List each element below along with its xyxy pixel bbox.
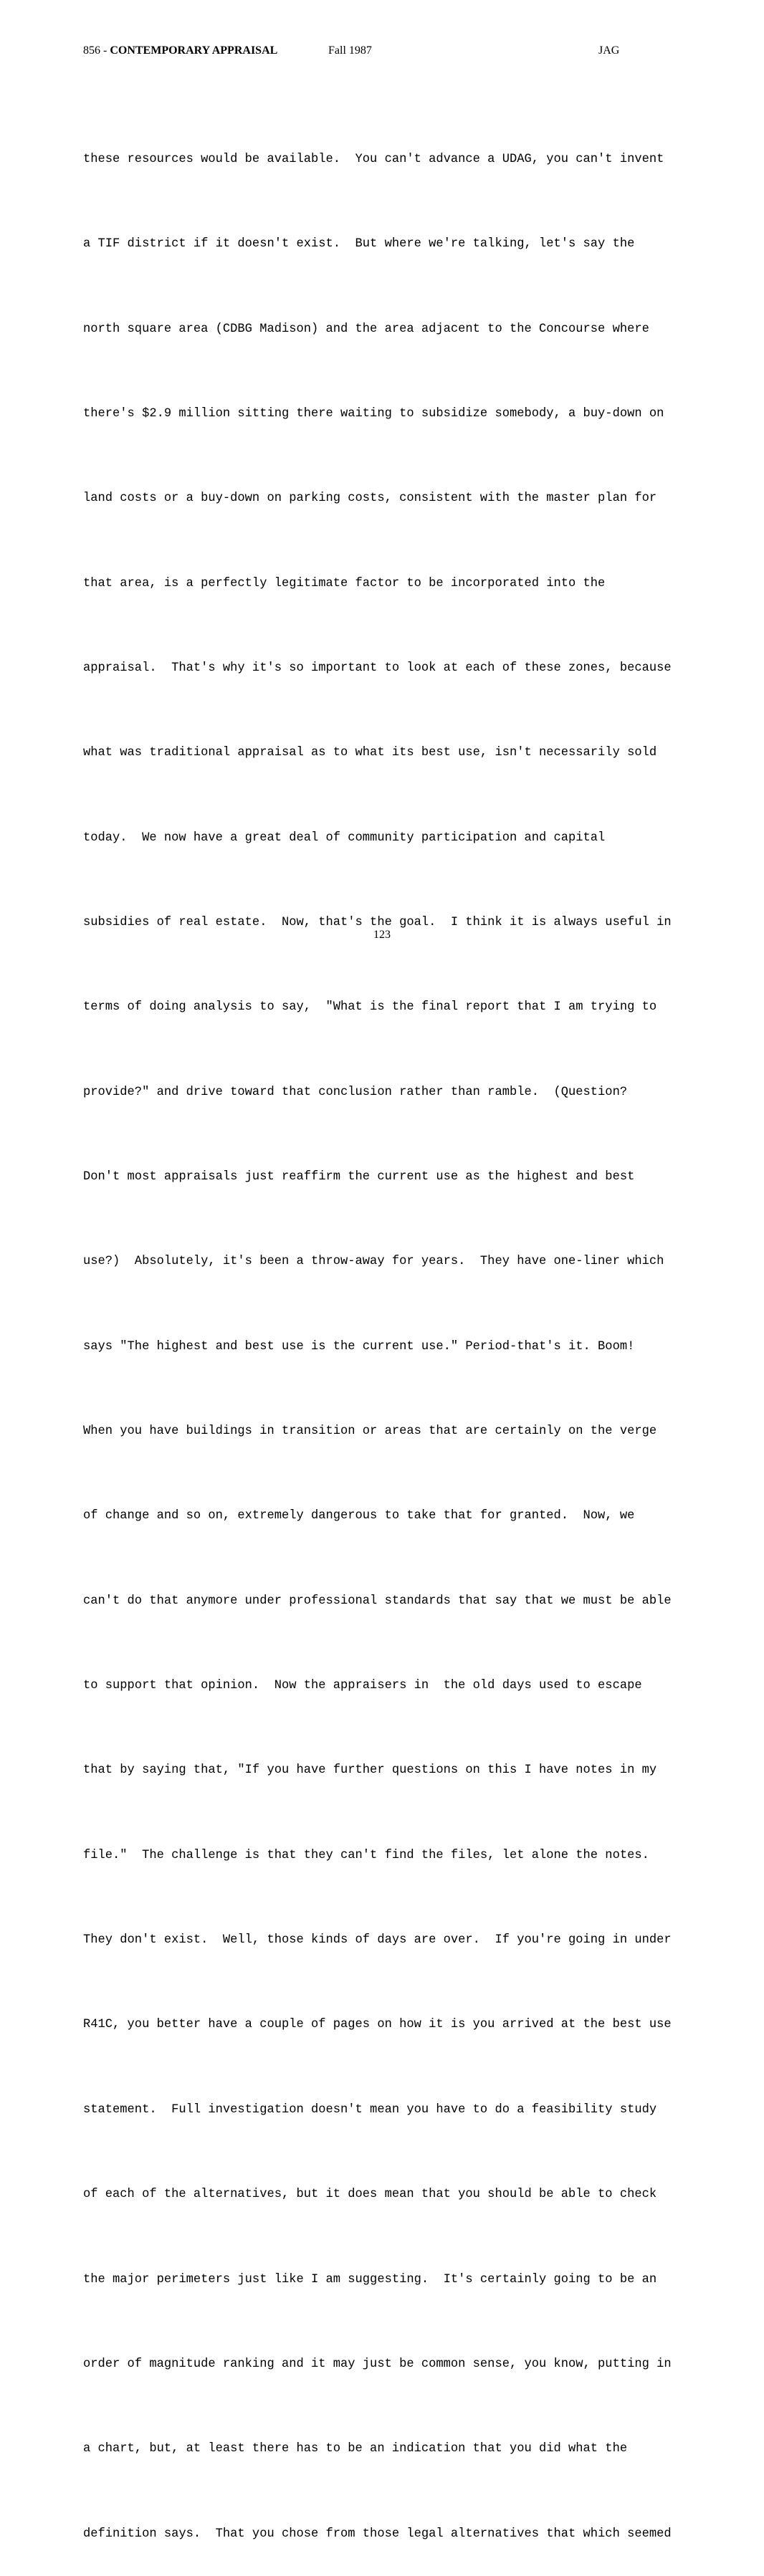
text-line: today. We now have a great deal of community participation and capital xyxy=(83,830,606,845)
course-heading xyxy=(83,44,277,57)
text-line: these resources would be available. You can't advance a UDAG, you can't invent xyxy=(83,152,664,166)
text-line: definition says. That you chose from those legal alternatives that which seemed xyxy=(83,2527,672,2541)
text-line: subsidies of real estate. Now, that's the goal. I think it is always useful in xyxy=(83,916,672,929)
text-line: Don't most appraisals just reaffirm the current use as the highest and best xyxy=(83,1170,635,1184)
text-line: of change and so on, extremely dangerous to take that for granted. Now, we xyxy=(83,1509,635,1523)
text-line: can't do that anymore under professional standards that say that we must be able xyxy=(83,1594,672,1608)
text-line: that by saying that, "If you have further questions on this I have notes in my xyxy=(83,1763,657,1778)
text-line: north square area (CDBG Madison) and the area adjacent to the Concourse where xyxy=(83,322,649,336)
text-line: says "The highest and best use is the current use." Period-that's it. Boom! xyxy=(83,1339,635,1354)
text-line: order of magnitude ranking and it may just be common sense, you know, putting in xyxy=(83,2357,672,2371)
text-line: R41C, you better have a couple of pages on how it is you arrived at the best use xyxy=(83,2018,672,2032)
text-line: When you have buildings in transition or areas that are certainly on the verge xyxy=(83,1425,657,1439)
page-header xyxy=(83,44,681,62)
text-line: a chart, but, at least there has to be an indication that you did what the xyxy=(83,2442,628,2456)
term-label: Fall 1987 xyxy=(328,44,372,57)
transcript-body xyxy=(83,89,685,2576)
text-line: that area, is a perfectly legitimate factor to be incorporated into the xyxy=(83,576,606,590)
text-line: file." The challenge is that they can't find the files, let alone the notes. xyxy=(83,1848,649,1862)
course-number: 856 - xyxy=(83,44,110,57)
text-line: terms of doing analysis to say, "What is the final report that I am trying to xyxy=(83,1000,657,1015)
author-initials: JAG xyxy=(598,44,620,57)
text-line: They don't exist. Well, those kinds of days are over. If you're going in under xyxy=(83,1933,672,1948)
course-title: CONTEMPORARY APPRAISAL xyxy=(110,44,278,57)
text-line: what was traditional appraisal as to what its best use, isn't necessarily sold xyxy=(83,746,657,760)
text-line: to support that opinion. Now the appraisers in the old days used to escape xyxy=(83,1679,642,1693)
text-line: the major perimeters just like I am suggesting. It's certainly going to be an xyxy=(83,2272,657,2287)
text-line: a TIF district if it doesn't exist. But where we're talking, let's say the xyxy=(83,237,635,252)
text-line: of each of the alternatives, but it does mean that you should be able to check xyxy=(83,2188,657,2202)
text-line: statement. Full investigation doesn't mean you have to do a feasibility study xyxy=(83,2102,657,2117)
text-line: appraisal. That's why it's so important to look at each of these zones, because xyxy=(83,661,672,675)
text-line: there's $2.9 million sitting there waiting to subsidize somebody, a buy-down on xyxy=(83,406,664,421)
page-number: 123 xyxy=(373,929,391,941)
text-line: land costs or a buy-down on parking costs, consistent with the master plan for xyxy=(83,492,657,506)
text-line: use?) Absolutely, it's been a throw-away for years. They have one-liner which xyxy=(83,1255,664,1269)
text-line: provide?" and drive toward that conclusion rather than ramble. (Question? xyxy=(83,1085,628,1099)
